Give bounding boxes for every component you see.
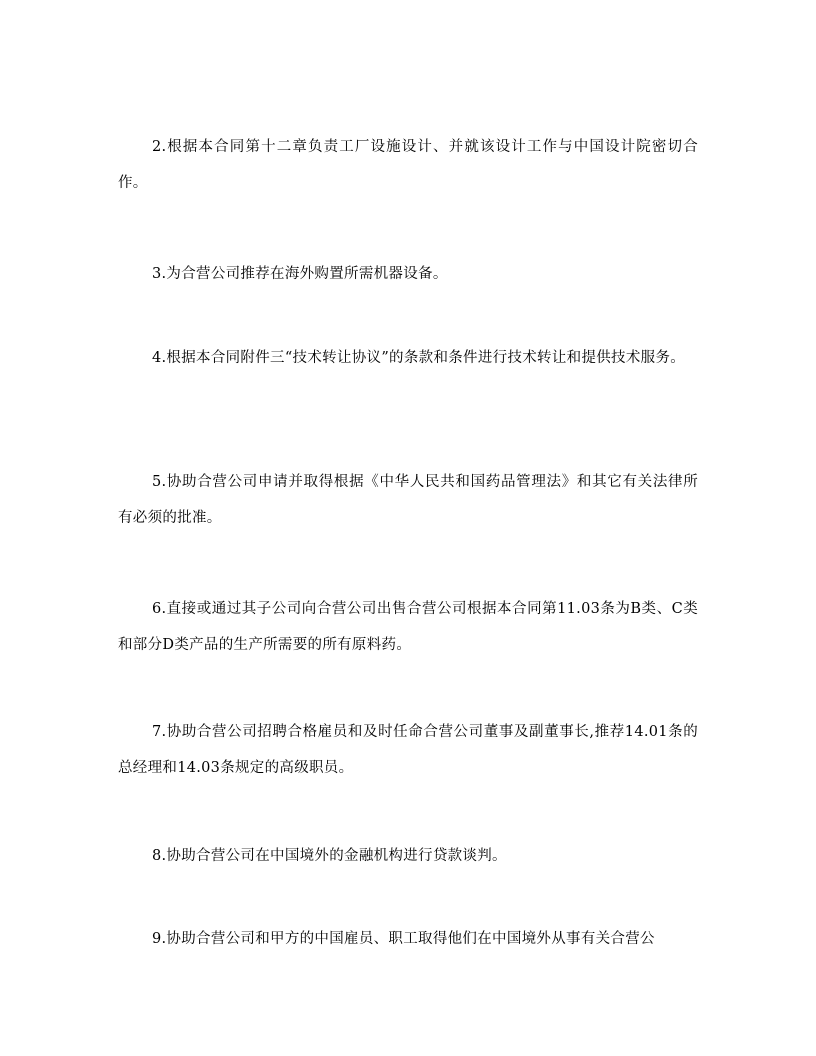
clause-5-paragraph: 5.协助合营公司申请并取得根据《中华人民共和国药品管理法》和其它有关法律所有必须的批准。 bbox=[118, 474, 698, 526]
clause-7-paragraph: 7.协助合营公司招聘合格雇员和及时任命合营公司董事及副董事长,推荐14.01条的总经理和14.03条规定的高级职员。 bbox=[118, 724, 698, 776]
clause-8-paragraph: 8.协助合营公司在中国境外的金融机构进行贷款谈判。 bbox=[152, 848, 507, 864]
clause-9-paragraph: 9.协助合营公司和甲方的中国雇员、职工取得他们在中国境外从事有关合营公 bbox=[152, 931, 655, 947]
clause-6-paragraph: 6.直接或通过其子公司向合营公司出售合营公司根据本合同第11.03条为B类、C类和部分D类产品的生产所需要的所有原料药。 bbox=[118, 601, 698, 653]
clause-3-paragraph: 3.为合营公司推荐在海外购置所需机器设备。 bbox=[152, 266, 448, 282]
clause-2-paragraph: 2.根据本合同第十二章负责工厂设施设计、并就该设计工作与中国设计院密切合作。 bbox=[118, 139, 698, 191]
clause-4-paragraph: 4.根据本合同附件三“技术转让协议”的条款和条件进行技术转让和提供技术服务。 bbox=[152, 350, 686, 366]
